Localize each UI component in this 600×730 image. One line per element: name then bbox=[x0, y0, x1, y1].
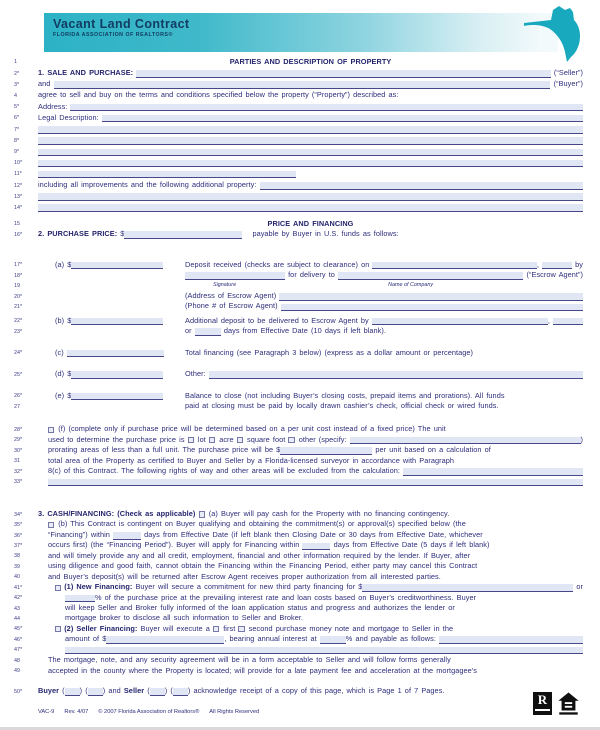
line-text: % of the purchase price at the prevailing interest rate and loan costs based on Buyer’s creditworthiness. Buyer bbox=[95, 592, 477, 602]
doc-line-50 bbox=[0, 685, 600, 695]
line-text: including all improvements and the following additional property: bbox=[38, 179, 260, 189]
line-number: 47* bbox=[14, 647, 23, 654]
item-label-col bbox=[55, 392, 185, 401]
doc-line-6 bbox=[0, 111, 600, 122]
line-text: and bbox=[38, 79, 54, 89]
fill-blank[interactable] bbox=[38, 171, 296, 178]
doc-line-18 bbox=[0, 269, 600, 279]
line-number: 49 bbox=[14, 668, 20, 675]
item-label: (b) $ bbox=[55, 315, 72, 325]
doc-line-23 bbox=[0, 325, 600, 335]
line-text: paid at closing must be paid by locally drawn cashier’s check, official check or wired funds. bbox=[185, 400, 499, 410]
line-text: PARTIES AND DESCRIPTION OF PROPERTY bbox=[229, 56, 392, 66]
checkbox[interactable] bbox=[237, 437, 243, 443]
line-text: acre bbox=[216, 434, 237, 444]
line-text: Total financing (see Paragraph 3 below) (express as a dollar amount or percentage) bbox=[185, 347, 473, 357]
line-text: % and payable as follows: bbox=[345, 634, 440, 644]
doc-line-5 bbox=[0, 100, 600, 111]
line-text: (“Buyer”) bbox=[550, 79, 583, 89]
line-text: (1) New Financing: bbox=[64, 582, 136, 592]
line-number: 19 bbox=[14, 283, 20, 290]
line-text: days from Effective Date (if left blank then Closing Date or 30 days from Effective Date, whichever bbox=[141, 529, 483, 539]
fill-blank[interactable] bbox=[65, 595, 95, 602]
line-number: 39 bbox=[14, 563, 20, 570]
fill-blank[interactable] bbox=[65, 647, 583, 654]
fill-blank[interactable] bbox=[71, 262, 163, 269]
doc-line-4 bbox=[0, 89, 600, 100]
line-number: 12* bbox=[14, 182, 23, 189]
doc-line-47 bbox=[0, 644, 600, 654]
doc-line-19 bbox=[0, 280, 600, 290]
checkbox[interactable] bbox=[55, 626, 61, 632]
realtor-logo-icon: R bbox=[533, 692, 552, 715]
line-text: will keep Seller and Broker fully informed of the loan application status and progress and authorizes the lender or bbox=[65, 602, 455, 612]
line-text: Buyer will execute a bbox=[140, 623, 213, 633]
line-text: (“Seller”) bbox=[550, 68, 583, 78]
line-text: Signature bbox=[213, 282, 237, 289]
line-text: $ bbox=[120, 229, 125, 239]
line-number: 43 bbox=[14, 605, 20, 612]
fill-blank[interactable] bbox=[65, 688, 80, 695]
doc-line-49 bbox=[0, 665, 600, 675]
doc-line-1 bbox=[0, 56, 600, 66]
line-number: 24* bbox=[14, 350, 23, 357]
line-text: ) acknowledge receipt of a copy of this page, which is Page 1 of 7 Pages. bbox=[187, 686, 445, 696]
fill-blank[interactable] bbox=[260, 182, 583, 189]
fill-blank[interactable] bbox=[38, 204, 583, 211]
doc-line-15 bbox=[0, 218, 600, 228]
fill-blank[interactable] bbox=[124, 231, 242, 238]
item-label: (e) $ bbox=[55, 390, 72, 400]
line-text: 8(c) of this Contract. The following rights of way and other areas will be excluded from the calculation: bbox=[48, 466, 404, 476]
line-text: (“Escrow Agent”) bbox=[523, 270, 583, 280]
doc-line-39 bbox=[0, 560, 600, 570]
doc-line-36 bbox=[0, 529, 600, 539]
doc-line-40 bbox=[0, 571, 600, 581]
line-text: using diligence and good faith, cannot obtain the Financing within the Financing Period, either party may cancel this Contract bbox=[48, 561, 478, 571]
line-text: (Phone # of Escrow Agent) bbox=[185, 301, 281, 311]
line-text: used to determine the purchase price is bbox=[48, 434, 188, 444]
line-text: first bbox=[220, 623, 239, 633]
line-number: 31 bbox=[14, 458, 20, 465]
line-text: second purchase money note and mortgage to Seller in the bbox=[245, 623, 454, 633]
form-subtitle: FLORIDA ASSOCIATION OF REALTORS® bbox=[53, 32, 173, 38]
line-text: days from Effective Date (5 days if left blank) bbox=[330, 540, 490, 550]
line-text: payable by Buyer in U.S. funds as follows: bbox=[252, 229, 399, 239]
line-number: 46* bbox=[14, 636, 23, 643]
doc-line-20 bbox=[0, 290, 600, 300]
fill-blank[interactable] bbox=[113, 532, 141, 539]
checkbox[interactable] bbox=[199, 511, 205, 517]
doc-line-31 bbox=[0, 455, 600, 465]
line-number: 26* bbox=[14, 393, 23, 400]
checkbox[interactable] bbox=[238, 626, 244, 632]
fill-blank[interactable] bbox=[38, 193, 583, 200]
equal-housing-logo-icon bbox=[557, 692, 580, 716]
line-text: , bbox=[536, 259, 543, 269]
fill-blank[interactable] bbox=[150, 688, 165, 695]
line-number: 1 bbox=[14, 59, 17, 66]
line-number: 5* bbox=[14, 104, 20, 111]
checkbox[interactable] bbox=[288, 437, 294, 443]
line-text: 3. CASH/FINANCING: bbox=[38, 509, 118, 519]
line-text: square foot bbox=[243, 434, 289, 444]
line-text: Legal Description: bbox=[38, 112, 102, 122]
doc-line-42 bbox=[0, 592, 600, 602]
fill-blank[interactable] bbox=[362, 584, 573, 591]
checkbox[interactable] bbox=[48, 522, 54, 528]
fill-blank[interactable] bbox=[209, 371, 583, 378]
doc-line-24 bbox=[0, 347, 600, 357]
doc-line-37 bbox=[0, 540, 600, 550]
checkbox[interactable] bbox=[55, 585, 61, 591]
line-text: prorating areas of less than a full unit. The purchase price will be $ bbox=[48, 445, 281, 455]
fill-blank[interactable] bbox=[102, 115, 583, 122]
line-text: The mortgage, note, and any security agreement will be in a form acceptable to Seller and will follow forms generally bbox=[48, 655, 451, 665]
line-number: 14* bbox=[14, 204, 23, 211]
line-text: Other: bbox=[185, 369, 209, 379]
line-text: for delivery to bbox=[285, 270, 339, 280]
line-text: “Financing”) within bbox=[48, 529, 114, 539]
line-number: 3* bbox=[14, 81, 20, 88]
line-text: agree to sell and buy on the terms and conditions specified below the property (“Property”) described as: bbox=[38, 90, 399, 100]
form-footer bbox=[38, 709, 269, 715]
line-text: Buyer bbox=[38, 686, 60, 696]
doc-line-10 bbox=[0, 156, 600, 167]
line-number: 35* bbox=[14, 522, 23, 529]
line-number: 18* bbox=[14, 272, 23, 279]
doc-line-30 bbox=[0, 444, 600, 454]
item-label: (c) bbox=[55, 347, 67, 357]
doc-line-41 bbox=[0, 581, 600, 591]
line-text: Seller bbox=[123, 686, 145, 696]
doc-line-22 bbox=[0, 315, 600, 325]
fill-blank[interactable] bbox=[280, 447, 372, 454]
form-code: VAC-9 bbox=[38, 709, 55, 715]
fill-blank[interactable] bbox=[302, 543, 330, 550]
line-number: 22* bbox=[14, 318, 23, 325]
line-text: (2) Seller Financing: bbox=[64, 623, 141, 633]
doc-line-9 bbox=[0, 145, 600, 156]
fill-blank[interactable] bbox=[338, 272, 523, 279]
line-text: amount of $ bbox=[65, 634, 107, 644]
line-number: 4 bbox=[14, 93, 17, 99]
line-text: ) ( bbox=[79, 686, 88, 696]
line-number: 23* bbox=[14, 328, 23, 335]
checkbox[interactable] bbox=[209, 437, 215, 443]
doc-line-48 bbox=[0, 654, 600, 664]
line-number: 8* bbox=[14, 137, 20, 144]
line-text: ) ( bbox=[164, 686, 173, 696]
line-text: Address: bbox=[38, 101, 71, 111]
line-text: per unit based on a calculation of bbox=[372, 445, 491, 455]
doc-line-16 bbox=[0, 228, 600, 238]
line-text: (Check as applicable) bbox=[117, 509, 199, 519]
line-number: 48 bbox=[14, 657, 20, 664]
fill-blank[interactable] bbox=[71, 371, 163, 378]
form-title: Vacant Land Contract bbox=[53, 17, 190, 31]
fill-blank[interactable] bbox=[70, 104, 583, 111]
line-number: 29* bbox=[14, 437, 23, 444]
line-text: days from Effective Date (10 days if left blank). bbox=[220, 326, 386, 336]
line-text: ( bbox=[144, 686, 150, 696]
doc-line-46 bbox=[0, 633, 600, 643]
line-text: (f) (complete only if purchase price will be determined based on a per unit cost instead of a fixed price) The unit bbox=[55, 424, 446, 434]
florida-state-icon bbox=[522, 2, 584, 64]
doc-line-33 bbox=[0, 476, 600, 486]
doc-line-8 bbox=[0, 134, 600, 145]
line-number: 2* bbox=[14, 70, 20, 77]
fill-blank[interactable] bbox=[195, 328, 221, 335]
line-number: 27 bbox=[14, 403, 20, 410]
line-text: PRICE AND FINANCING bbox=[267, 218, 354, 228]
item-label-col bbox=[55, 261, 185, 270]
line-text: Deposit received (checks are subject to clearance) on bbox=[185, 259, 373, 269]
line-number: 21* bbox=[14, 303, 23, 310]
line-text: lot bbox=[194, 434, 209, 444]
checkbox[interactable] bbox=[188, 437, 194, 443]
item-label-col bbox=[55, 370, 185, 379]
line-number: 13* bbox=[14, 193, 23, 200]
line-number: 28* bbox=[14, 427, 23, 433]
fill-blank[interactable] bbox=[542, 262, 572, 269]
fill-blank[interactable] bbox=[38, 160, 583, 167]
fill-blank[interactable] bbox=[185, 272, 285, 279]
line-number: 42* bbox=[14, 595, 23, 602]
doc-line-7 bbox=[0, 122, 600, 133]
line-text: by bbox=[572, 259, 583, 269]
line-text: Buyer will secure a commitment for new third party financing for $ bbox=[135, 582, 363, 592]
line-number: 30* bbox=[14, 447, 23, 454]
line-number: 11* bbox=[14, 171, 22, 178]
line-text: 1. SALE AND PURCHASE: bbox=[38, 68, 137, 78]
doc-line-25 bbox=[0, 368, 600, 378]
line-number: 16* bbox=[14, 231, 23, 238]
line-text: and will timely provide any and all credit, employment, financial and other information required by the lender. If Buyer, after bbox=[48, 550, 471, 560]
doc-line-14 bbox=[0, 201, 600, 212]
doc-line-12 bbox=[0, 178, 600, 189]
line-text: ) and bbox=[102, 686, 124, 696]
fill-blank[interactable] bbox=[320, 636, 346, 643]
item-label-col bbox=[55, 317, 185, 326]
line-number: 7* bbox=[14, 126, 20, 133]
line-text: or bbox=[185, 326, 195, 336]
fill-blank[interactable] bbox=[173, 688, 188, 695]
line-number: 38 bbox=[14, 553, 20, 560]
fill-blank[interactable] bbox=[38, 137, 583, 144]
fill-blank[interactable] bbox=[67, 350, 164, 357]
line-text: mortgage broker to disclose all such information to Seller and Broker. bbox=[65, 613, 304, 623]
doc-line-3 bbox=[0, 78, 600, 89]
line-number: 40 bbox=[14, 574, 20, 581]
doc-line-27 bbox=[0, 400, 600, 410]
line-number: 36* bbox=[14, 532, 23, 539]
doc-line-17 bbox=[0, 259, 600, 269]
header-band bbox=[44, 13, 558, 52]
fill-blank[interactable] bbox=[48, 479, 583, 486]
line-text: Balance to close (not including Buyer’s closing costs, prepaid items and prorations). All funds bbox=[185, 390, 505, 400]
doc-line-29 bbox=[0, 434, 600, 444]
line-number: 44 bbox=[14, 616, 20, 622]
line-number: 33* bbox=[14, 479, 23, 486]
fill-blank[interactable] bbox=[403, 468, 583, 475]
line-number: 9* bbox=[14, 148, 20, 155]
fill-blank[interactable] bbox=[71, 318, 163, 325]
item-label: (d) $ bbox=[55, 369, 72, 379]
line-text: ) bbox=[580, 434, 583, 444]
line-text: other (specify: bbox=[295, 434, 350, 444]
fill-blank[interactable] bbox=[106, 636, 224, 643]
doc-line-43 bbox=[0, 602, 600, 612]
line-number: 45* bbox=[14, 626, 23, 633]
line-number: 6* bbox=[14, 115, 20, 122]
fill-blank[interactable] bbox=[553, 318, 583, 325]
fill-blank[interactable] bbox=[136, 70, 551, 77]
line-number: 20* bbox=[14, 293, 23, 300]
doc-line-21 bbox=[0, 301, 600, 311]
doc-line-38 bbox=[0, 550, 600, 560]
fill-blank[interactable] bbox=[439, 636, 583, 643]
doc-line-34 bbox=[0, 508, 600, 518]
line-number: 41* bbox=[14, 584, 23, 591]
item-label: (a) $ bbox=[55, 259, 72, 269]
doc-line-35 bbox=[0, 519, 600, 529]
item-label-col bbox=[55, 349, 185, 358]
form-revision: Rev. 4/07 bbox=[64, 709, 89, 715]
doc-line-28 bbox=[0, 424, 600, 434]
line-number: 34* bbox=[14, 511, 23, 518]
line-number: 25* bbox=[14, 371, 23, 378]
line-number: 15 bbox=[14, 221, 20, 228]
doc-line-11 bbox=[0, 167, 600, 178]
line-number: 17* bbox=[14, 262, 23, 269]
doc-line-44 bbox=[0, 613, 600, 623]
line-text: Name of Company bbox=[388, 282, 434, 289]
fill-blank[interactable] bbox=[71, 393, 163, 400]
doc-line-45 bbox=[0, 623, 600, 633]
fill-blank[interactable] bbox=[350, 437, 581, 444]
doc-line-2 bbox=[0, 66, 600, 77]
fill-blank[interactable] bbox=[372, 318, 548, 325]
line-text: Additional deposit to be delivered to Escrow Agent by bbox=[185, 315, 372, 325]
line-text: , bbox=[547, 315, 553, 325]
doc-line-32 bbox=[0, 465, 600, 475]
line-text: accepted in the county where the Property is located; will provide for a late payment fee and acceleration at the mortgagee’s bbox=[48, 665, 478, 675]
line-text: (Address of Escrow Agent) bbox=[185, 290, 280, 300]
line-text: 2. PURCHASE PRICE: bbox=[38, 229, 121, 239]
footer-logos bbox=[533, 692, 580, 716]
fill-blank[interactable] bbox=[54, 81, 551, 88]
checkbox[interactable] bbox=[48, 427, 54, 433]
line-text: ( bbox=[59, 686, 65, 696]
line-text: (b) This Contract is contingent on Buyer qualifying and obtaining the commitment(s) or approval(s) specified below (the bbox=[55, 519, 466, 529]
doc-line-26 bbox=[0, 390, 600, 400]
fill-blank[interactable] bbox=[279, 293, 583, 300]
line-text: (a) Buyer will pay cash for the Property with no financing contingency. bbox=[205, 509, 450, 519]
fill-blank[interactable] bbox=[281, 304, 583, 311]
line-number: 50* bbox=[14, 688, 23, 695]
fill-blank[interactable] bbox=[88, 688, 103, 695]
line-text: total area of the Property as certified to Buyer and Seller by a Florida-licensed surveyor in accordance with Paragraph bbox=[48, 455, 455, 465]
fill-blank[interactable] bbox=[372, 262, 536, 269]
fill-blank[interactable] bbox=[38, 126, 583, 133]
line-number: 37* bbox=[14, 542, 23, 549]
checkbox[interactable] bbox=[213, 626, 219, 632]
doc-line-13 bbox=[0, 190, 600, 201]
line-text: occurs first) (the “Financing Period”). Buyer will apply for Financing within bbox=[48, 540, 303, 550]
line-text: or bbox=[573, 582, 583, 592]
form-copyright: © 2007 Florida Association of Realtors® bbox=[98, 709, 200, 715]
line-text: and Buyer’s deposit(s) will be returned after Escrow Agent receives proper authorization from all interested parties. bbox=[48, 571, 441, 581]
line-number: 10* bbox=[14, 160, 23, 167]
form-rights: All Rights Reserved bbox=[209, 709, 260, 715]
line-text: , bearing annual interest at bbox=[224, 634, 320, 644]
fill-blank[interactable] bbox=[38, 149, 583, 156]
line-number: 32* bbox=[14, 468, 23, 475]
